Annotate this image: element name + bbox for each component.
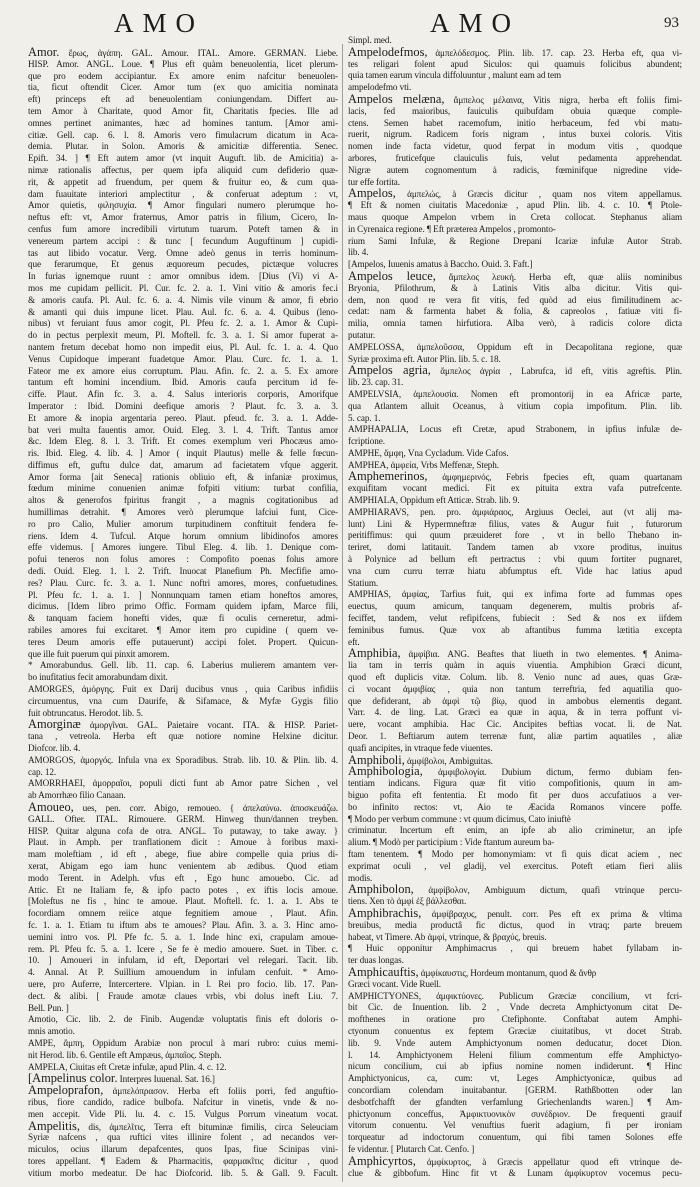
text-line: Pl. Pfeu fc. 1. a. 1. ] Nonnunquam tamen etiam honeftos amores,: [28, 589, 338, 600]
text-line: milia, omnia tamen hirfutiora. Alba verò, à radicis colore dicta: [348, 318, 682, 329]
text-line: eft) princeps eft ad beneuolentiam coniungendam. Differt au-: [28, 94, 338, 105]
text-line: Simpl. med.: [348, 35, 392, 45]
text-line: [28, 1118, 338, 1133]
headword: Ampelos melæna,: [348, 91, 445, 106]
text-line: Nigræ autem cognomentum à radicis, fœminifque nigredine vide-: [348, 164, 682, 175]
text-line: qua Atlantem alluit Oceanus, à vitium copia impofitum. Plin. lib.: [348, 400, 682, 411]
headword: Ampelitis,: [28, 1118, 80, 1133]
text-line: ris. Ibid. Eleg. 4. lib. 4. ] Amor ( inquit Plautus) melle & felle fœcun-: [28, 448, 338, 459]
text-line: omnes pertinet animantes, hæc ad homines tantum. [Amor ami-: [28, 117, 338, 128]
text-line: quafi ancipites, in vtraque fede viuentes.: [348, 742, 493, 753]
text-line: concordiam colendam inuitabantur. [GERM. Rathßbotten oder lan: [348, 1084, 682, 1095]
entry-text: ἀμφίβολον, Ambiguum dictum, quafi vtrinque percu-: [413, 885, 682, 896]
text-line: [28, 47, 338, 59]
text-line: lacis, fed maioribus, fauiculis quibufdam obuia quæque comple-: [348, 105, 682, 116]
headword: Amphibolon,: [348, 882, 414, 897]
text-line: rit, & appetit ad fruendum, per quem & fruitur eo, & cum qua-: [28, 176, 338, 187]
text-line: tas aut libido vocatur. Verg. Omne adeò genus in terris hominum-: [28, 247, 338, 258]
text-line: que ille fuit puerum qui pinxit amorem.: [28, 648, 170, 659]
text-line: peritiffimus: qui quum præuideret fore , vt in bello Thebano in-: [348, 530, 682, 541]
text-line: [28, 719, 338, 731]
text-line: que defiderant, ab ἀμφὶ τῷ βίῳ, quod in ambobus elementis degant.: [348, 695, 682, 706]
text-line: [348, 766, 682, 778]
text-line: exquifitam vocant medici. Fit ex pituita extra vafa putrefcente.: [348, 483, 682, 494]
text-line: &c. Idem Eleg. 8. l. 3. Trift. Et comes exemplum veri Phocæus amo-: [28, 436, 338, 447]
text-line: ro pro Calio, Mulier amorum turpitudinem conftituit fendera fe-: [28, 518, 338, 529]
text-line: arbores, fruticefque clauiculis fuis, velut pedamenta apprehendat.: [348, 152, 682, 163]
text-line: ribus, fiore candido, radice bulbofa. Nafcitur in vinetis, vnde & no-: [28, 1096, 338, 1107]
page-number: 93: [664, 15, 679, 31]
text-line: [348, 648, 682, 660]
text-line: exprimat oculi , vel gladij, vel exercitus. Poteft etiam fieri aliis: [348, 860, 682, 871]
text-line: AMPELOSSA, ἀμπελοῦσσα, Oppidum eft in Decapolitana regione, quæ: [348, 341, 682, 352]
entry-text: ἄμπελος μέλαινα, Vitis nigra, herba eft foliis fimi-: [444, 94, 682, 105]
text-line: Græci vocant. Vide Ruell.: [348, 978, 441, 989]
text-line: Deor. 1. Beftiarum autem terrenæ funt, aliæ partim aquatiles , aliæ: [348, 731, 682, 742]
headword: Amphiboli,: [348, 752, 405, 767]
text-line: pofui teneros non folus amores : Compofito poenas folus amore: [28, 554, 338, 565]
text-line: cenfus fum amore incredibili virtutum tuarum. Poteft tamen & in: [28, 223, 338, 234]
text-line: nibus) vt feruiant fuus amor cogit, Pl. Pfeu fc. 2. a. 1. Amor & Cupi-: [28, 318, 338, 329]
entry-text: ἀμφίκαυστις, Hordeum montanum, quod & ἄνθρ: [418, 967, 597, 978]
text-line: Bell. Pun. ]: [28, 1002, 69, 1013]
text-line: Amor forma [ait Seneca] rationis obliuio eft, & infaniæ proximus,: [28, 471, 338, 482]
text-line: neftus eft: vt, Amor fraternus, Amor patris in filium, Cicero, In-: [28, 212, 338, 223]
text-line: men accepit. Vide Pli. lu. 4. c. 15. Vulgus Porrum vineatum vocat.: [28, 1108, 338, 1119]
text-line: [348, 268, 682, 283]
text-line: [Ampelos, Iuuenis amatus à Baccho. Ouid. 3. Faft.]: [348, 259, 533, 270]
text-line: feciffet, tandem, velut refipifcens, fubiecit : Sed & nos ex iifdem: [348, 613, 682, 624]
text-line: [348, 471, 682, 483]
entry-text: ἀμφίκυρτος, à Græcis appellatur quod eft vtrinque de-: [415, 1156, 682, 1167]
text-line: Syriæ proxima eft. Autor Plin. lib. 5. c. 18.: [348, 353, 501, 364]
text-line: ¶ Modo per verbum commune : vt quum dicimus, Cato iniuftè: [348, 813, 571, 824]
text-line: lia tam in terris quàm in aquis viuentia. Amphibion Græci dicunt,: [348, 660, 682, 671]
text-line: tem Amor à Charitate, quod Amor fit, Charitatis fpecies. Ille ad: [28, 105, 338, 116]
text-line: modo Terent. in Adelph. vfus eft , Ego hunc amouebo. Cic. ad: [28, 872, 338, 883]
text-line: Statium.: [348, 577, 379, 588]
text-line: clue & gibbofum. Hinc fit vt & Lunam ἀμφίκυρτον vocemus pecu-: [348, 1167, 682, 1178]
text-line: GALL. Ofter. ITAL. Rimouere. GERM. Hinweg thun/dannen treyben.: [28, 813, 338, 824]
text-line: Diofcor. lib. 4.: [28, 743, 81, 754]
text-line: mam moleftiam , id eft , abege, fiue abire compelle quia prius di-: [28, 849, 338, 860]
headword: Amoueo,: [28, 800, 74, 814]
headword: Ampeloprafon,: [28, 1083, 104, 1098]
text-line: AMORGOS, ἀμοργός. Infula vna ex Sporadibus. Strab. lib. 10. & Plin. lib. 4.: [28, 754, 338, 765]
text-line: AMORRHAEI, ἀμορραῖοι, populi dicti funt ab Amor patre Sichen , vel: [28, 778, 338, 789]
text-line: bat veri multa fauentis amor. Ouid. Eleg. 3. l. 4. Trift. Tantus amor: [28, 424, 338, 435]
headword: Amorginæ: [28, 717, 81, 732]
text-line: & tanquam faciem honefti vides, quæ fi oculis cerneretur, admi-: [28, 613, 338, 624]
text-line: eft.: [348, 636, 360, 647]
text-line: lib. 23. cap. 31.: [348, 377, 404, 388]
text-line: rem. Pl. Pfeu fc. 5. a. 1. Icere , Se fe è medio amouere. Suet. in Tiber. c.: [28, 943, 338, 954]
entry-text: ἀμφίβραχυς, penult. corr. Pes eft ex prima & vltima: [421, 908, 682, 919]
text-line: [348, 1153, 682, 1168]
text-line: à Polynice ad bellum eft pertractus : vbi quum fortiter pugnaret,: [348, 554, 682, 565]
text-line: altos & generofos fpiritus frangit , a magnis cogitationibus ad: [28, 495, 338, 506]
text-line: ctyonum conuentus ex feptem Græciæ ciuitatibus, vt docet Strab.: [348, 1025, 682, 1036]
entry-text: Interpres Iuuenal. Sat. 16.]: [117, 1074, 215, 1085]
text-line: humillimas detrahit. ¶ Amores verò plerumque lafciui funt, Cice-: [28, 507, 338, 518]
text-line: que ferarumque, Et genus æquoreum pecudes, pictæque volucres: [28, 259, 338, 270]
headword: Amor.: [28, 47, 60, 59]
text-line: dect. & alibi. [ Fraude amotæ claues vrbis, vbi dolus ineft Liu. 7.: [28, 990, 338, 1001]
text-line: effe videmus. [ Amores iungere. Tibul Eleg. 4. lib. 1. Denique com-: [28, 542, 338, 553]
text-line: [348, 964, 682, 979]
entry-text: ἔρως, ἀγάπη. GAL. Amour. ITAL. Amore. GERMAN. Liebe.: [59, 48, 338, 58]
text-line: AMPE, ἄμπη, Oppidum Arabiæ non procul à mari rubro: cuius memi-: [28, 1037, 338, 1048]
text-line: Epift. 34. ] ¶ Eft autem amor (vt inquit Auguft. lib. de Amicitia) a-: [28, 153, 338, 164]
text-line: tur effe fortita.: [348, 176, 400, 187]
text-line: & amanti qui duis impune licet. Plau. Aul. fc. 6. a. 4. Quibus (leno-: [28, 306, 338, 317]
entry-text: ἀμπελόδεσμος. Plin. lib. 17. cap. 23. Herba eft, qua vi-: [427, 47, 682, 58]
text-line: Imperator : Ibid. Domini deefique amoris ? Plaut. fc. 3. a. 3.: [28, 400, 338, 411]
text-line: focordiam omnem reiice atque fegnitiem amoue , Plaut. Afin.: [28, 908, 338, 919]
text-line: tentiam indicans. Figura quæ fit vitio compofitionis, quum in am-: [348, 778, 682, 789]
text-line: ruerit, nigrum. Radicem foris nigram , intus buxei coloris. Vitis: [348, 129, 682, 140]
text-line: miculos, ocius illarum depafcentes, quos Ipas, fiue Scinipas vini-: [28, 1144, 338, 1155]
text-line: AMPHICTYONES, ἀμφικτύονες. Publicum Græciæ concilium, vt fcri-: [348, 990, 682, 1001]
text-line: uere, pro Auferre, Intercertere. Vlpian. in l. Rei pro focio. lib. 17. Pan-: [28, 978, 338, 989]
entry-text: ues, pen. corr. Abigo, remoueo. { ἀπελαύνω. ἀποσκευάζω.: [73, 803, 338, 813]
text-line: l. 14. Amphictyonem Heleni filium commentum effe Amphictyo-: [348, 1049, 682, 1060]
text-line: ter duas longas.: [348, 955, 404, 966]
text-line: torqueatur ad indoctorum conuentum, qui fibi tamen Solones effe: [348, 1132, 682, 1143]
headword: Amphemerinos,: [348, 469, 428, 484]
entry-text: ἀμπελόπρασον. Herba eft foliis porri, fed anguftio-: [103, 1086, 338, 1097]
text-line: lunt) Lini & Hypermneftræ filius, vates & Augur fuit , futurorum: [348, 518, 682, 529]
entry-text: ἄμπελος λευκή. Herba eft, quæ aliis nominibus: [435, 271, 682, 282]
text-line: Varr. 4. de ling. Lat. Græci ea quæ in aqua, & in terra poffunt vi-: [348, 707, 682, 718]
text-line: vitium morbo medeatur. De hac Diofcorid. lib. 5. & Gall. 9. Facult.: [28, 1167, 338, 1178]
text-line: vitorum conuentu. Vel venuftius fuerit adagium, fi per ironiam: [348, 1120, 682, 1131]
text-line: [348, 91, 682, 106]
text-line: breuibus, media productâ fic dictus, quod in vtraq; parte breuem: [348, 919, 682, 930]
text-line: 5. cap. 1.: [348, 412, 381, 423]
text-line: do in pectus perplexit meum, Pl. Moftell. fc. 3. a. 1. Si amor fuperat a-: [28, 330, 338, 341]
text-line: [348, 365, 682, 377]
text-line: euectus, quum amicum, tanquam degenerem, multis probris af-: [348, 601, 682, 612]
text-line: in Cyrenaica regione. ¶ Eft præterea Ampelos , promonto-: [348, 223, 556, 234]
text-line: uemini intro vos. Pl. Pfe fc. 5. a. 1. Inde hinc exi, crapulam amoue-: [28, 931, 338, 942]
headword: Amphibia,: [348, 646, 401, 661]
text-line: lib. 4.: [348, 247, 369, 258]
text-line: [Moleftus ne fis , hinc te amoue. Plaut. Moftell. fc. 1. a. 1. Abs te: [28, 896, 338, 907]
right-column: [348, 35, 682, 1184]
headword: Amphibrachis,: [348, 905, 422, 920]
text-line: modis.: [348, 872, 373, 883]
text-line: [348, 188, 682, 200]
text-line: AMPHAPALIA, Locus eft Cretæ, apud Strabonem, in ipfius infulæ de-: [348, 424, 682, 435]
text-line: lib. 9. Vnde autem Amphictyonum nomen deducatur, docet Dion.: [348, 1037, 682, 1048]
headword: Amphicyrtos,: [348, 1153, 416, 1168]
text-line: AMPHIAS, ἀμφίας, Tarfius fuit, qui ex infima forte ad fummas opes: [348, 589, 682, 600]
entry-text: ἀμφίβια. ANG. Beaftes that liueth in two elementes. ¶ Anima-: [400, 649, 682, 660]
headword: [Ampelinus color.: [28, 1071, 118, 1086]
text-line: dicimus. [Idem libro primo Offic. Formam quidem ipfam, Marce fili,: [28, 601, 338, 612]
text-line: nomen inde facta videtur, quod ferpat in modum vitis , quodque: [348, 141, 682, 152]
text-line: Amotio, Cic. lib. 2. de Finib. Augendæ voluptatis finis eft doloris o-: [28, 1014, 338, 1025]
entry-text: dis, ἀμπελῖτις, Terra eft bituminæ fimilis, circa Seleuciam: [79, 1121, 338, 1132]
text-line: AMPHIALA, Oppidum eft Atticæ. Strab. lib. 9.: [348, 495, 520, 506]
headword: Amphibologia,: [348, 764, 423, 779]
column-divider: [342, 44, 343, 1182]
text-line: demia. Plutar. in Solon. Amoris & amicitiæ differentia. Senec.: [28, 141, 338, 152]
text-line: [348, 884, 682, 896]
text-line: In furias ignemque ruunt : amor omnibus idem. [Dius (Vi) vi A-: [28, 271, 338, 282]
text-line: rabiles amores fui excitaret. ¶ Amor item pro cupidine ( quem ve-: [28, 625, 338, 636]
text-line: nantem fretum decebat homo non impedit eius, Pl. Aul. fc. 1. a. 4. Quo: [28, 341, 338, 352]
text-line: [28, 1085, 338, 1097]
entry-text: ἀμπελώς, à Græcis dicitur , quam nos vitem appellamus.: [395, 189, 682, 200]
running-head-left: AMO: [114, 8, 205, 38]
text-line: ampelodefmo vti.: [348, 82, 412, 93]
text-line: Amphictyonicus, ca, cum: vt, Leges Amphictyonicæ, quibus ad: [348, 1073, 682, 1084]
text-line: vna cum curru terræ hiatu abfumptus eft. Vide hac latius apud: [348, 565, 682, 576]
text-line: dedi. Ouid. Eleg. 1. l. 2. Trift. Inuocat Planefium Ph. Mecfifie amo-: [28, 566, 338, 577]
text-line: HISP. Quitar alguna cofa de otra. ANGL. To putaway, to take away. }: [28, 825, 338, 836]
text-line: tana , vetreola. Herba eft quæ notiore nomine Helxine dicitur.: [28, 731, 338, 742]
text-line: ctens. Semen habet racemofum, initio herbaceum, fed vbi matu-: [348, 117, 682, 128]
entry-text: ἀμοργῖναι. GAL. Paietaire vocant. ITA. & HISP. Pariet-: [80, 720, 338, 731]
text-line: teres Deum amoris effe putauerunt) accipi folet. Propert. Quicun-: [28, 636, 338, 647]
text-line: phictyonum conceffus, Ἀμφικτυονικὸν συνέδριον. De frequenti grauif: [348, 1108, 682, 1119]
text-line: nit Herod. lib. 6. Gentile eft Ampæus, ἀμπαῖος. Steph.: [28, 1049, 222, 1060]
text-line: tantum eft homini incendium. Ibid. Amoris caufa percitum id fe-: [28, 377, 338, 388]
headword: Ampelos leuce,: [348, 268, 436, 283]
text-line: tores appellant. ¶ Eadem & Pharmacitis, φαρμακῖτις dicitur , quod: [28, 1155, 338, 1166]
text-line: mofthenes in oratione pro Ctefiphonte. Conftabat autem Amphi-: [348, 1014, 682, 1025]
text-line: uere, vocant amphibia. Hac Cic. Ancipites beftias vocat. li. de Nat.: [348, 719, 682, 730]
text-line: ci vocant ἀμφιβίας , quia non tantum terreftria, fed aquatilia quo-: [348, 683, 682, 694]
text-line: Plaut. in Amph. per tranflationem dicit : Amoue à foribus maxi-: [28, 837, 338, 848]
text-line: fe videntur. [ Plutarch Cat. Cenfo. ]: [348, 1143, 475, 1154]
text-line: HISP. Amor. ANGL. Loue. ¶ Plus eft quàm beneuolentia, licet plerum-: [28, 58, 338, 69]
text-line: Syriæ nafcens , qua ruftici vites illinire folent , ad necandos ver-: [28, 1132, 338, 1143]
text-line: Venus Cupidoque imperant fuadetque Amor. Plau. Curc. fc. 1. a. 1.: [28, 353, 338, 364]
text-line: mos me cupidam pellicit. Pl. Cur. fc. 2. a. 1. Vini vitio & amoris fec.i: [28, 282, 338, 293]
text-line: [348, 905, 682, 920]
text-line: cedat: nam & farmenta habet & folia, & capreolos , fatiuæ viti fi-: [348, 306, 682, 317]
text-line: que pro eodem accipiantur. Ex amore enim nafcitur beneuolen-: [28, 70, 338, 81]
text-line: AMORGES, ἀμόργης. Fuit ex Darij ducibus vnus , quia Caribus infidiis: [28, 684, 338, 695]
text-line: Attic. Et ne Italiam fe, & ipfo pacto potes , ex iftis locis amoue.: [28, 884, 338, 895]
text-line: alium. ¶ Modò per participium : Vide ftantum aureum ba-: [348, 837, 555, 848]
headword: Ampelos agria,: [348, 363, 431, 378]
entry-text: ἀμφημερινός, Febris fpecies eft, quam quartanam: [427, 472, 682, 483]
text-line: Fateor me ex amore eius corruptum. Plau. Afin. fc. 2. a. 5. Ex amore: [28, 365, 338, 376]
text-line: quod eft duplicis vitæ. Colum. lib. 8. Venio nunc ad aues, quas Græ-: [348, 672, 682, 683]
text-line: putatur.: [348, 329, 376, 340]
text-line: Et amore & inopia argentaria pereo. Plaut. pfeud. fc. 3. a. 1. Adde-: [28, 412, 338, 423]
text-line: AMPHEA, ἀμφεία, Vrbs Meffenæ, Steph.: [348, 459, 499, 470]
text-line: biguo pofita eft fententia. Et modo fit per duos accufatiuos a ver-: [348, 790, 682, 800]
text-line: 4. Annal. At P. Suillium amouendum in infulam cenfuit. * Amo-: [28, 967, 338, 978]
text-line: Bryonia, Pfilothrum, & à Latinis Vitis alba dicitur. Vitis qui-: [348, 282, 682, 293]
text-line: xerat, Abigam ego iam hunc venientem ab ædibus. Quod etiam: [28, 860, 338, 871]
text-line: nimæ rationalis affectus, per quem ipfa aliquid cum defiderio quæ-: [28, 164, 338, 175]
text-line: ¶ Huic opponitur Amphimacrus , qui breuem habet fyllabam in-: [348, 943, 682, 954]
entry-text: ἄμπελος ἀγρία , Labrufca, id eft, vitis agreftis. Plin.: [430, 366, 682, 377]
text-line: fcriptione.: [348, 436, 385, 447]
entry-text: ἀμφιβολογία. Dubium dictum, fermo dubiam fen-: [422, 767, 682, 778]
text-line: bo infinito rectos: vt, Aio te Æacida Romanos vincere poffe.: [348, 801, 682, 812]
text-line: AMPHIARAVS, pen. pro. ἀμφιάραος, Argiuus Oeclei, aut (vt alij ma-: [348, 506, 682, 517]
text-line: mnis amotio.: [28, 1026, 75, 1037]
text-line: quia tamen earum vincula diffoluuntur , malunt eam ad tem: [348, 70, 562, 81]
text-line: ciffe. Plaut. Afin fc. 3. a. 4. Salus interioris corporis, Amorifque: [28, 389, 338, 400]
text-line: feminibus fumus. Quæ vox ab aftantibus fumma lætitia excepta: [348, 624, 682, 635]
text-line: Amor quietis, φιλησυχία. ¶ Amor fingulari numero plerumque ho-: [28, 200, 338, 211]
text-line: maus quoque Ampelon vrbem in Creta collocat. Stephanus aliam: [348, 211, 682, 222]
text-line: tes religari folent apud Siculos: qui quamuis folicibus abundent;: [348, 58, 682, 69]
text-line: * Amorabundus. Gell. lib. 11. cap. 6. Laberius mulierem amantem ver-: [28, 660, 338, 671]
text-line: bit Cic. de Inuention. lib. 2 , Vnde decreta Amphictyonum citat De-: [348, 1002, 682, 1013]
text-line: [28, 802, 338, 814]
text-line: fc. 1. a. 1. Etiam tu iftum abs te amoues? Plau. Afin. 3. a. 3. Hinc amo-: [28, 919, 338, 930]
running-head-right: AMO: [430, 8, 521, 38]
text-line: desbotfchafft der gfandten verfamlung Griechenlandts waren.] ¶ Am-: [348, 1096, 682, 1107]
text-line: AMPELVSIA, ἀμπελουσία. Nomen eft promontorij in ea Africæ parte,: [348, 388, 682, 399]
headword: Ampelos,: [348, 186, 396, 201]
entry-text: ἀμφίβολοι, Ambiguitas.: [404, 755, 493, 766]
text-line: teriret, domi latitauit. Tandem tamen ab vxore proditus, inuitus: [348, 542, 682, 553]
text-line: habeat, vt Timere. Ab ἀμφί, vtrinque, & βραχύς, breuis.: [348, 931, 547, 942]
text-line: tia, ficut oftendit Cicer. Amor tum (ex quo amicitia nominata: [28, 82, 338, 93]
text-line: dem, non quod re vera fit vitis, fed quòd ad eius fimilitudinem ac-: [348, 294, 682, 305]
text-line: cap. 12.: [28, 766, 57, 777]
headword: Amphicauftis,: [348, 964, 419, 979]
text-line: rium Sami Infulæ, & Regione Drepani Icariæ infulæ Autor Strab.: [348, 235, 682, 246]
text-line: riens. Idem 4. Tufcul. Atque horum omnium libidinofos amores: [28, 530, 338, 541]
text-line: ab Amorrhæo filio Canaan.: [28, 790, 126, 801]
text-line: ftam tenentem. ¶ Modo per homonymiam: vt fi quis dicat aciem , nec: [348, 848, 682, 859]
text-line: tiens. Xen τὸ ἀμφὶ ἐξ βάλλεσθαι.: [348, 896, 467, 907]
text-line: venereum partem accipi : & tunc [ fecundum Auguftinum ] cupidi-: [28, 235, 338, 246]
text-line: dam fuauitate interiori amplectitur , & conferuat adeptum : vt,: [28, 188, 338, 199]
text-line: res? Plau. Curc. fc. 3. a. 1. Nunc noftri amores, mores, confuetudines.: [28, 577, 338, 588]
text-line: bo inufitatius fecit amorabundam dixit.: [28, 672, 168, 683]
text-line: diffimus eft, guftu dulce dat, amarum ad facietatem vfque aggerit.: [28, 459, 338, 470]
text-line: citiæ. Gell. cap. 6. l. 8. Amoris vero fimulacrum dicatum in Aca-: [28, 129, 338, 140]
text-line: criminatur. Incertum eft enim, an ipfe ab alio criminetur, an ipfe: [348, 825, 682, 836]
text-line: & amoris caufa. Pl. Aul. fc. 6. a. 4. Nimis vile vinum & amor, fi ebrio: [28, 294, 338, 305]
text-line: ¶ Eft & nomen ciuitatis Macedoniæ , apud Plin. lib. 4. c. 10. ¶ Ptole-: [348, 200, 682, 211]
headword: Ampelodefmos,: [348, 44, 428, 59]
text-line: AMPELA, Ciuitas eft Cretæ infulæ, apud Plin. 4. c. 12.: [28, 1061, 227, 1072]
text-line: [348, 44, 682, 59]
text-line: fuit obtruncatus. Herodot. lib. 5.: [28, 707, 143, 718]
text-line: nicum concilium, cui ab ipfius nomine nomen indiderunt. ¶ Hinc: [348, 1061, 682, 1072]
text-line: 10. ] Amoueri in infulam, id eft, Deportari vel relegari. Tacit. lib.: [28, 955, 338, 966]
text-line: circumuentus, vna cum Daurife, & Sifamace, & Myfæ Gygis filio: [28, 695, 338, 706]
text-line: fœdum minime conuenien animæ fofpiti vitium: turbat confilia,: [28, 483, 338, 494]
left-column: [28, 47, 338, 1184]
text-line: AMPHE, ἄμφη, Vna Cycladum. Vide Cafos.: [348, 447, 509, 458]
